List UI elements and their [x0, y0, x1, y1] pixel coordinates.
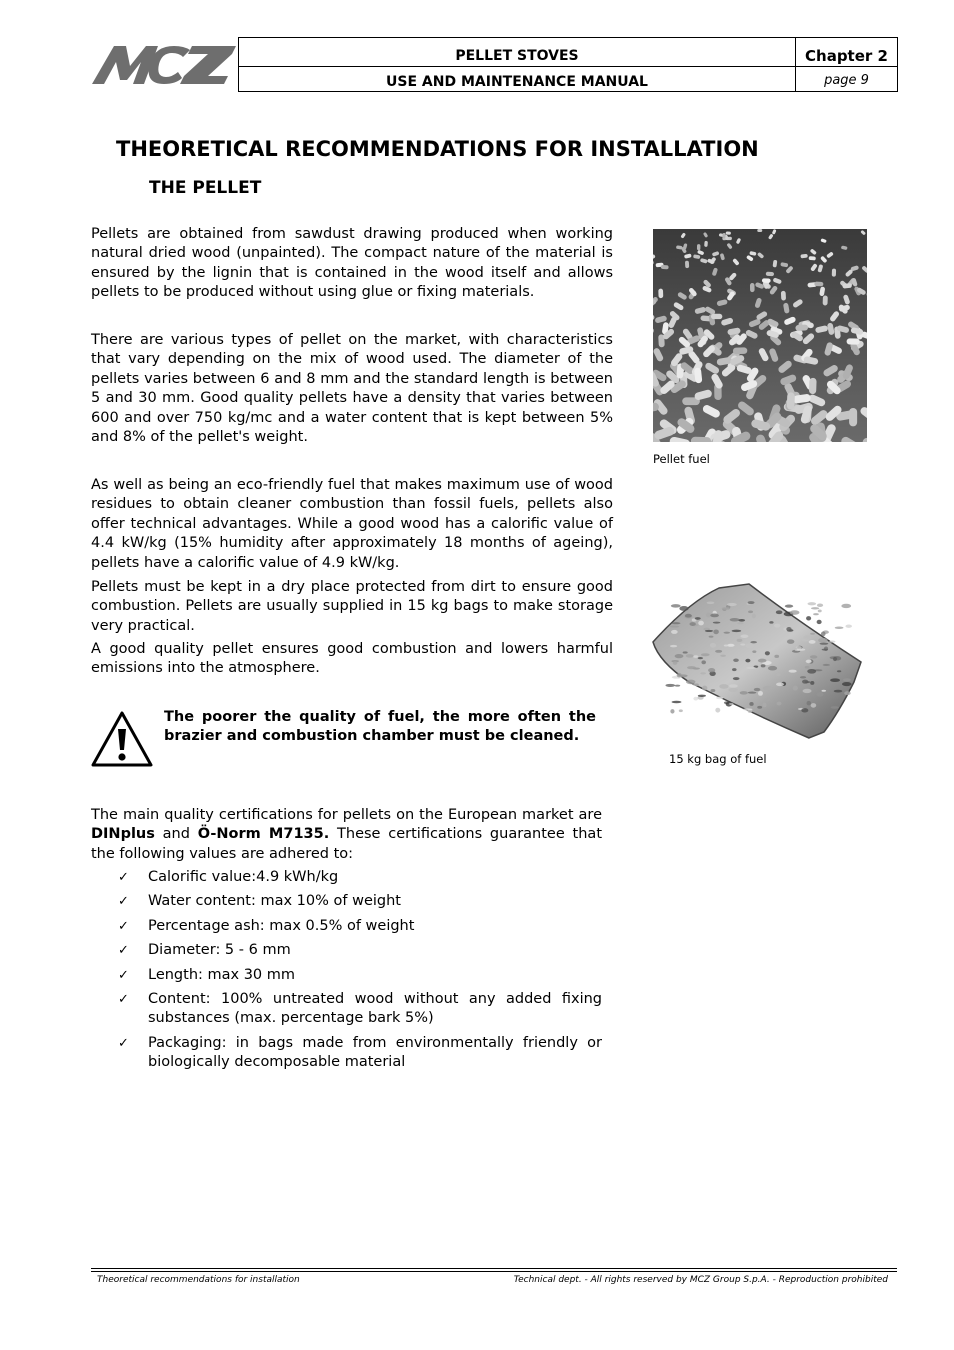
- cert-dinplus: DINplus: [91, 826, 155, 843]
- page-number: page 9: [824, 73, 869, 88]
- certifications-intro: The main quality certifications for pellets on the European market are DINplus and Ö-Norm M7135. These certifications guarantee that the following values are adhered to:: [91, 807, 603, 862]
- pellet-fuel-photo: [653, 229, 867, 442]
- cert-onorm: Ö-Norm M7135.: [197, 826, 330, 843]
- list-item: ✓ Packaging: in bags made from environmentally friendly or biologically decomposable material: [118, 1034, 602, 1071]
- list-item: ✓ Percentage ash: max 0.5% of weight: [118, 917, 602, 936]
- header-line2: USE AND MAINTENANCE MANUAL: [386, 74, 648, 90]
- pellet-fuel-caption: Pellet fuel: [653, 452, 710, 466]
- check-icon: ✓: [118, 1035, 129, 1051]
- check-icon: ✓: [118, 967, 129, 983]
- certification-values-list: [118, 868, 602, 1078]
- paragraph-1: Pellets are obtained from sawdust drawing produced when working natural dried wood (unpainted). The compact nature of the material is ensured by the lignin that is contained in the wood itself and allows pellets to be produced without using glue or fixing materials.: [91, 226, 613, 301]
- paragraph-2: There are various types of pellet on the market, with characteristics that vary depending on the mix of wood used. The diameter of the pellets varies between 6 and 8 mm and the standard length is between 5 and 30 mm. Good quality pellets have a density that varies between 600 and over 750 kg/mc and a water content that is kept between 5% and 8% of the pellet's weight.: [91, 332, 613, 446]
- check-icon: ✓: [118, 992, 129, 1008]
- footer-left: Theoretical recommendations for installation: [97, 1275, 300, 1285]
- page-title: THEORETICAL RECOMMENDATIONS FOR INSTALLATION: [116, 137, 759, 161]
- fuel-bag-caption: 15 kg bag of fuel: [669, 752, 767, 766]
- section-title: THE PELLET: [149, 178, 262, 198]
- check-icon: ✓: [118, 894, 129, 910]
- header-chapter-box: [795, 37, 898, 92]
- list-item: ✓ Content: 100% untreated wood without any added fixing substances (max. percentage bark 5%): [118, 991, 602, 1027]
- check-icon: ✓: [118, 918, 129, 934]
- list-item: ✓ Calorific value:4.9 kWh/kg: [118, 868, 602, 887]
- fuel-bag-photo: [649, 582, 865, 742]
- warning-text: The poorer the quality of fuel, the more often the brazier and combustion chamber must be cleaned.: [164, 709, 596, 745]
- check-icon: ✓: [118, 870, 129, 885]
- warning-triangle-icon: [90, 710, 154, 768]
- mcz-logo: [92, 42, 236, 88]
- check-icon: ✓: [118, 943, 129, 959]
- chapter-label: Chapter 2: [805, 47, 888, 65]
- list-item: ✓ Diameter: 5 - 6 mm: [118, 941, 602, 960]
- list-item: ✓ Length: max 30 mm: [118, 966, 602, 985]
- footer-rule: [91, 1268, 897, 1269]
- footer-right: Technical dept. - All rights reserved by MCZ Group S.p.A. - Reproduction prohibited: [513, 1275, 888, 1285]
- footer-rule: [91, 1271, 897, 1272]
- paragraph-5: A good quality pellet ensures good combustion and lowers harmful emissions into the atmosphere.: [91, 641, 613, 677]
- paragraph-4: Pellets must be kept in a dry place protected from dirt to ensure good combustion. Pellets are usually supplied in 15 kg bags to make storage very practical.: [91, 579, 613, 634]
- paragraph-3: As well as being an eco-friendly fuel that makes maximum use of wood residues to obtain cleaner combustion than fossil fuels, pellets also offer technical advantages. While a good wood has a calorific value of 4.4 kW/kg (15% humidity after approximately 18 months of ageing), pellets have a calorific value of 4.9 kW/kg.: [91, 477, 613, 571]
- header-title-box: [238, 37, 796, 92]
- list-item: ✓ Water content: max 10% of weight: [118, 892, 602, 911]
- header-line1: PELLET STOVES: [455, 48, 579, 64]
